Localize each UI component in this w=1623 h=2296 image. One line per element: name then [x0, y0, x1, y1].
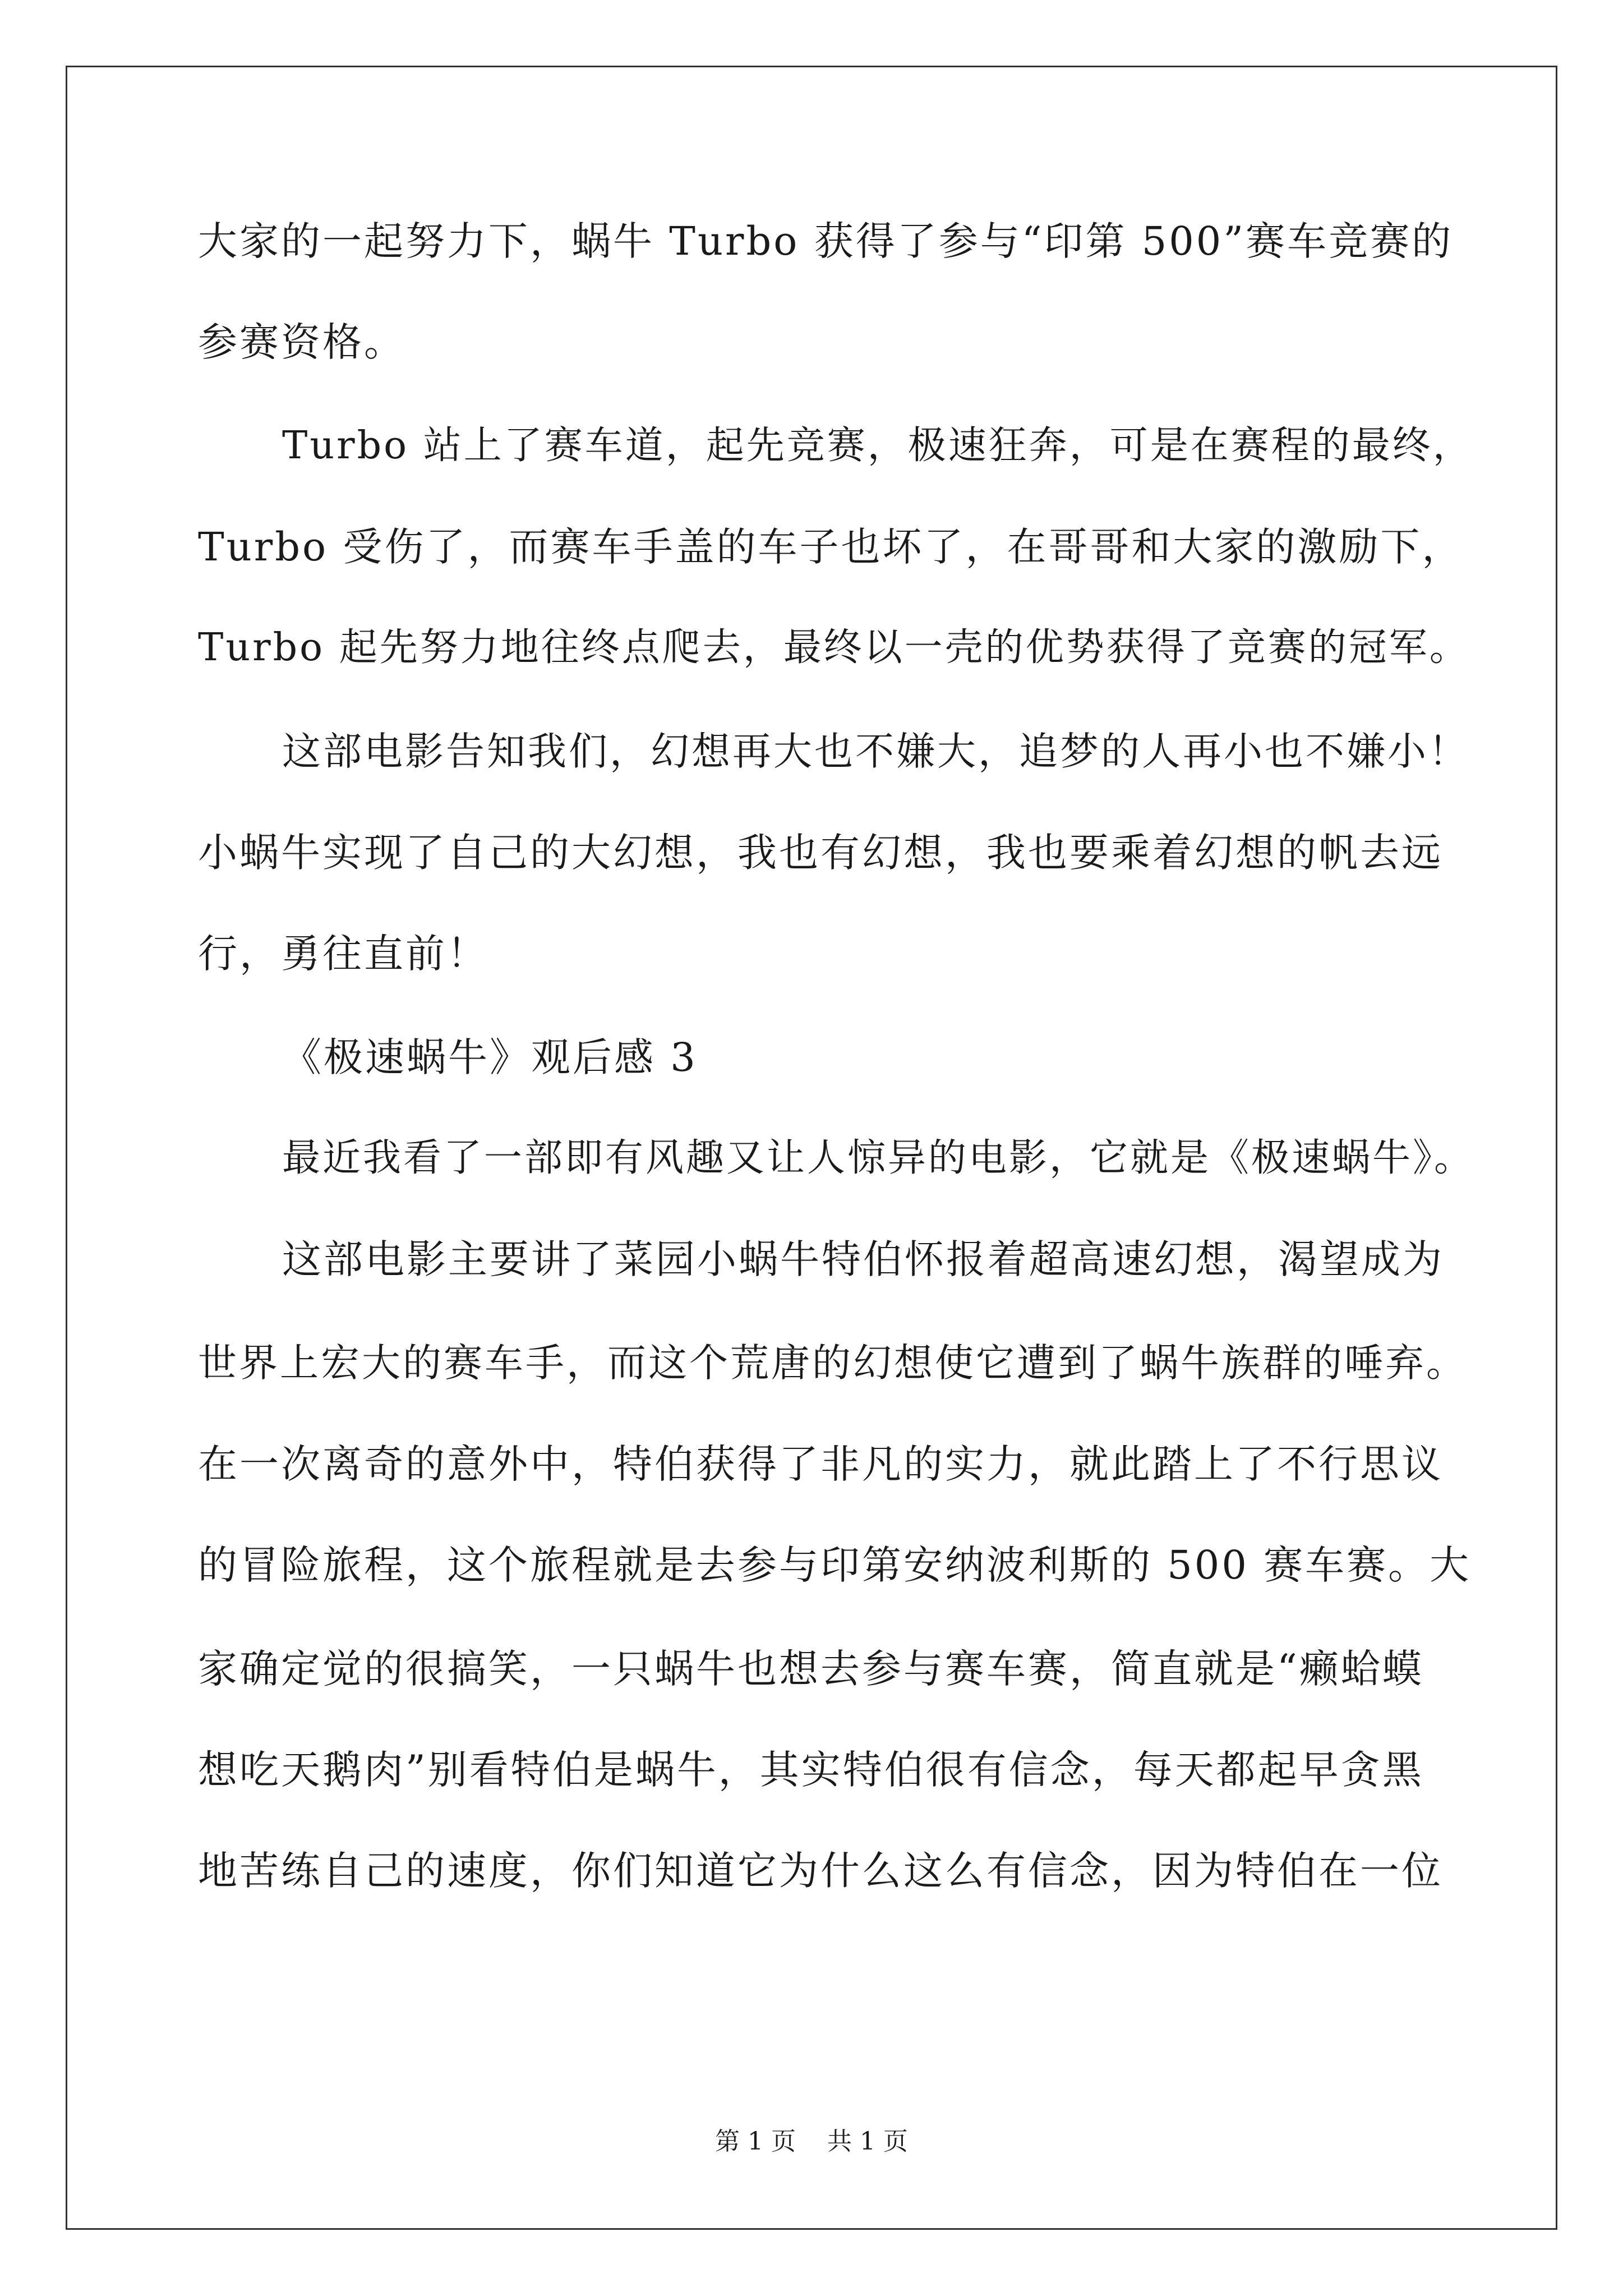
text-line: 想吃天鹅肉”别看特伯是蜗牛，其实特伯很有信念，每天都起早贪黑 — [198, 1747, 1424, 1793]
text-line: 参赛资格。 — [198, 319, 405, 365]
text-line: 行，勇往直前！ — [198, 931, 488, 977]
text-line: 地苦练自己的速度，你们知道它为什么这么有信念，因为特伯在一位 — [198, 1848, 1443, 1894]
section-heading: 《极速蜗牛》观后感 3 — [282, 1034, 698, 1080]
text-line: 这部电影告知我们，幻想再大也不嫌大，追梦的人再小也不嫌小！ — [282, 729, 1469, 774]
text-line: 世界上宏大的赛车手，而这个荒唐的幻想使它遭到了蜗牛族群的唾弃。 — [198, 1341, 1467, 1386]
text-line: 在一次离奇的意外中，特伯获得了非凡的实力，就此踏上了不行思议 — [198, 1441, 1443, 1487]
text-line: 家确定觉的很搞笑，一只蜗牛也想去参与赛车赛，简直就是“癞蛤蟆 — [198, 1646, 1424, 1692]
text-line: 大家的一起努力下，蜗牛 Turbo 获得了参与“印第 500”赛车竞赛的 — [198, 218, 1454, 264]
text-line: 小蜗牛实现了自己的大幻想，我也有幻想，我也要乘着幻想的帆去远 — [198, 830, 1443, 876]
text-line: 最近我看了一部即有风趣又让人惊异的电影，它就是《极速蜗牛》。 — [282, 1136, 1475, 1180]
page-number-footer: 第 1 页 共 1 页 — [715, 2127, 908, 2156]
text-line: 的冒险旅程，这个旅程就是去参与印第安纳波利斯的 500 赛车赛。大 — [198, 1542, 1472, 1588]
text-line: Turbo 起先努力地往终点爬去，最终以一壳的优势获得了竞赛的冠军。 — [198, 625, 1470, 670]
text-line: Turbo 受伤了，而赛车手盖的车子也坏了，在哥哥和大家的激励下， — [198, 524, 1464, 570]
text-line: 这部电影主要讲了菜园小蜗牛特伯怀报着超高速幻想，渴望成为 — [282, 1236, 1444, 1282]
text-line: Turbo 站上了赛车道，起先竞赛，极速狂奔，可是在赛程的最终， — [282, 424, 1473, 468]
